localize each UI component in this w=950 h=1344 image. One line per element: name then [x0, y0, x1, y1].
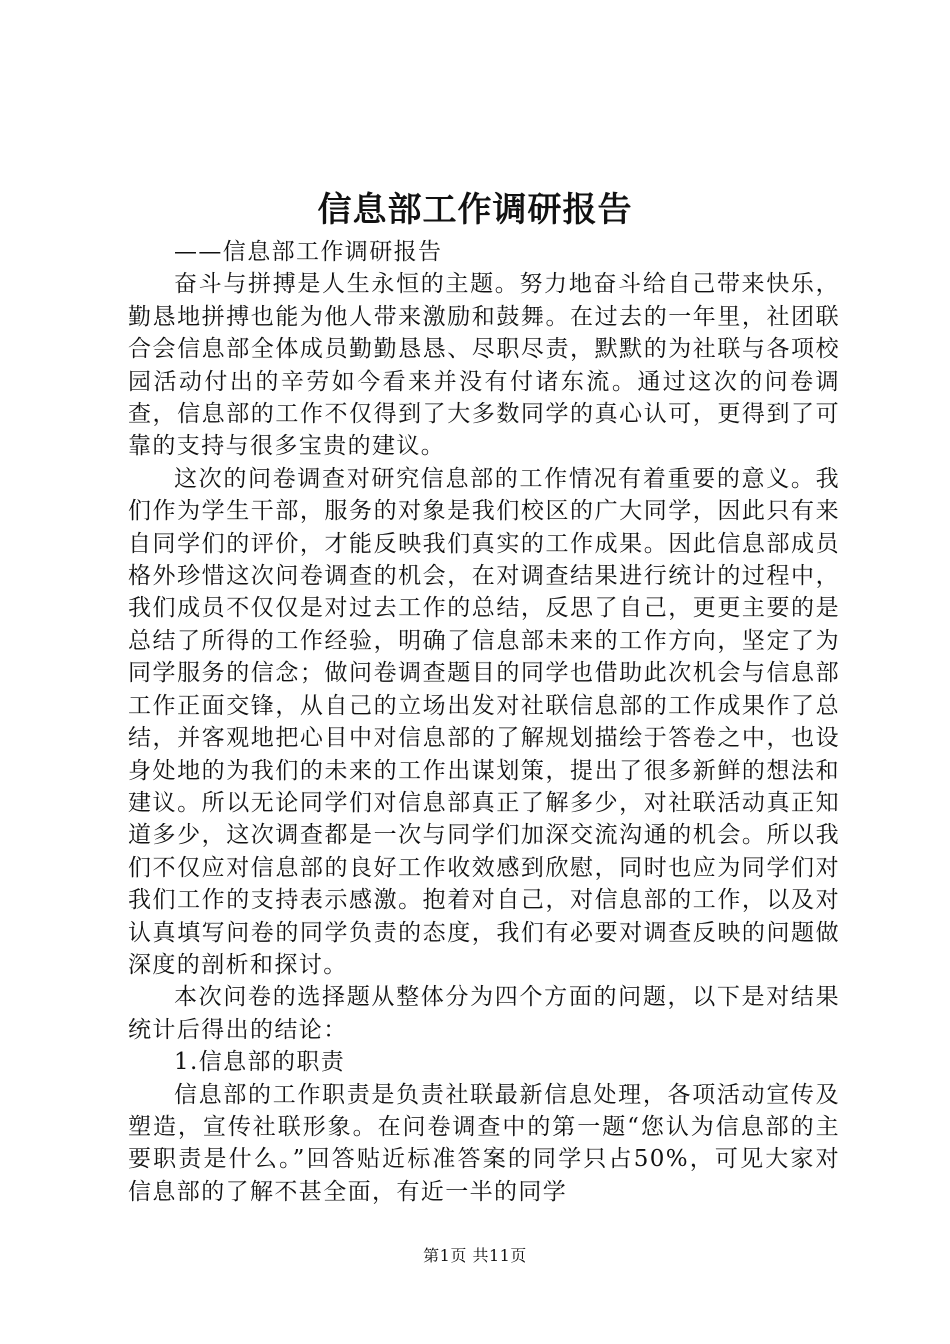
paragraph-3: 本次问卷的选择题从整体分为四个方面的问题，以下是对结果统计后得出的结论：: [128, 984, 840, 1043]
section-paragraph: 信息部的工作职责是负责社联最新信息处理，各项活动宣传及塑造，宣传社联形象。在问卷调查中的第一题“您认为信息部的主要职责是什么。”回答贴近标准答案的同学只占50%，可见大家对信息部的了解不甚全面，有近一半的同学: [128, 1081, 840, 1205]
paragraph-1: 奋斗与拼搏是人生永恒的主题。努力地奋斗给自己带来快乐，勤恳地拼搏也能为他人带来激励和鼓舞。在过去的一年里，社团联合会信息部全体成员勤勤恳恳、尽职尽责，默默的为社联与各项校园活动付出的辛劳如今看来并没有付诸东流。通过这次的问卷调查，信息部的工作不仅得到了大多数同学的真心认可，更得到了可靠的支持与很多宝贵的建议。: [128, 271, 840, 460]
section-heading: 1.信息部的职责: [174, 1049, 346, 1076]
document-body: [128, 236, 840, 1208]
page-footer: 第1页 共11页: [423, 1246, 527, 1265]
document-title: 信息部工作调研报告: [317, 190, 633, 230]
paragraph-2: 这次的问卷调查对研究信息部的工作情况有着重要的意义。我们作为学生干部，服务的对象是我们校区的广大同学，因此只有来自同学们的评价，才能反映我们真实的工作成果。因此信息部成员格外珍惜这次问卷调查的机会，在对调查结果进行统计的过程中，我们成员不仅仅是对过去工作的总结，反思了自己，更更主要的是总结了所得的工作经验，明确了信息部未来的工作方向，坚定了为同学服务的信念；做问卷调查题目的同学也借助此次机会与信息部工作正面交锋，从自己的立场出发对社联信息部的工作成果作了总结，并客观地把心目中对信息部的了解规划描绘于答卷之中，也设身处地的为我们的未来的工作出谋划策，提出了很多新鲜的想法和建议。所以无论同学们对信息部真正了解多少，对社联活动真正知道多少，这次调查都是一次与同学们加深交流沟通的机会。所以我们不仅应对信息部的良好工作收效感到欣慰，同时也应为同学们对我们工作的支持表示感激。抱着对自己，对信息部的工作，以及对认真填写问卷的同学负责的态度，我们有必要对调查反映的问题做深度的剖析和探讨。: [128, 465, 840, 978]
document-subtitle: ——信息部工作调研报告: [174, 239, 443, 265]
